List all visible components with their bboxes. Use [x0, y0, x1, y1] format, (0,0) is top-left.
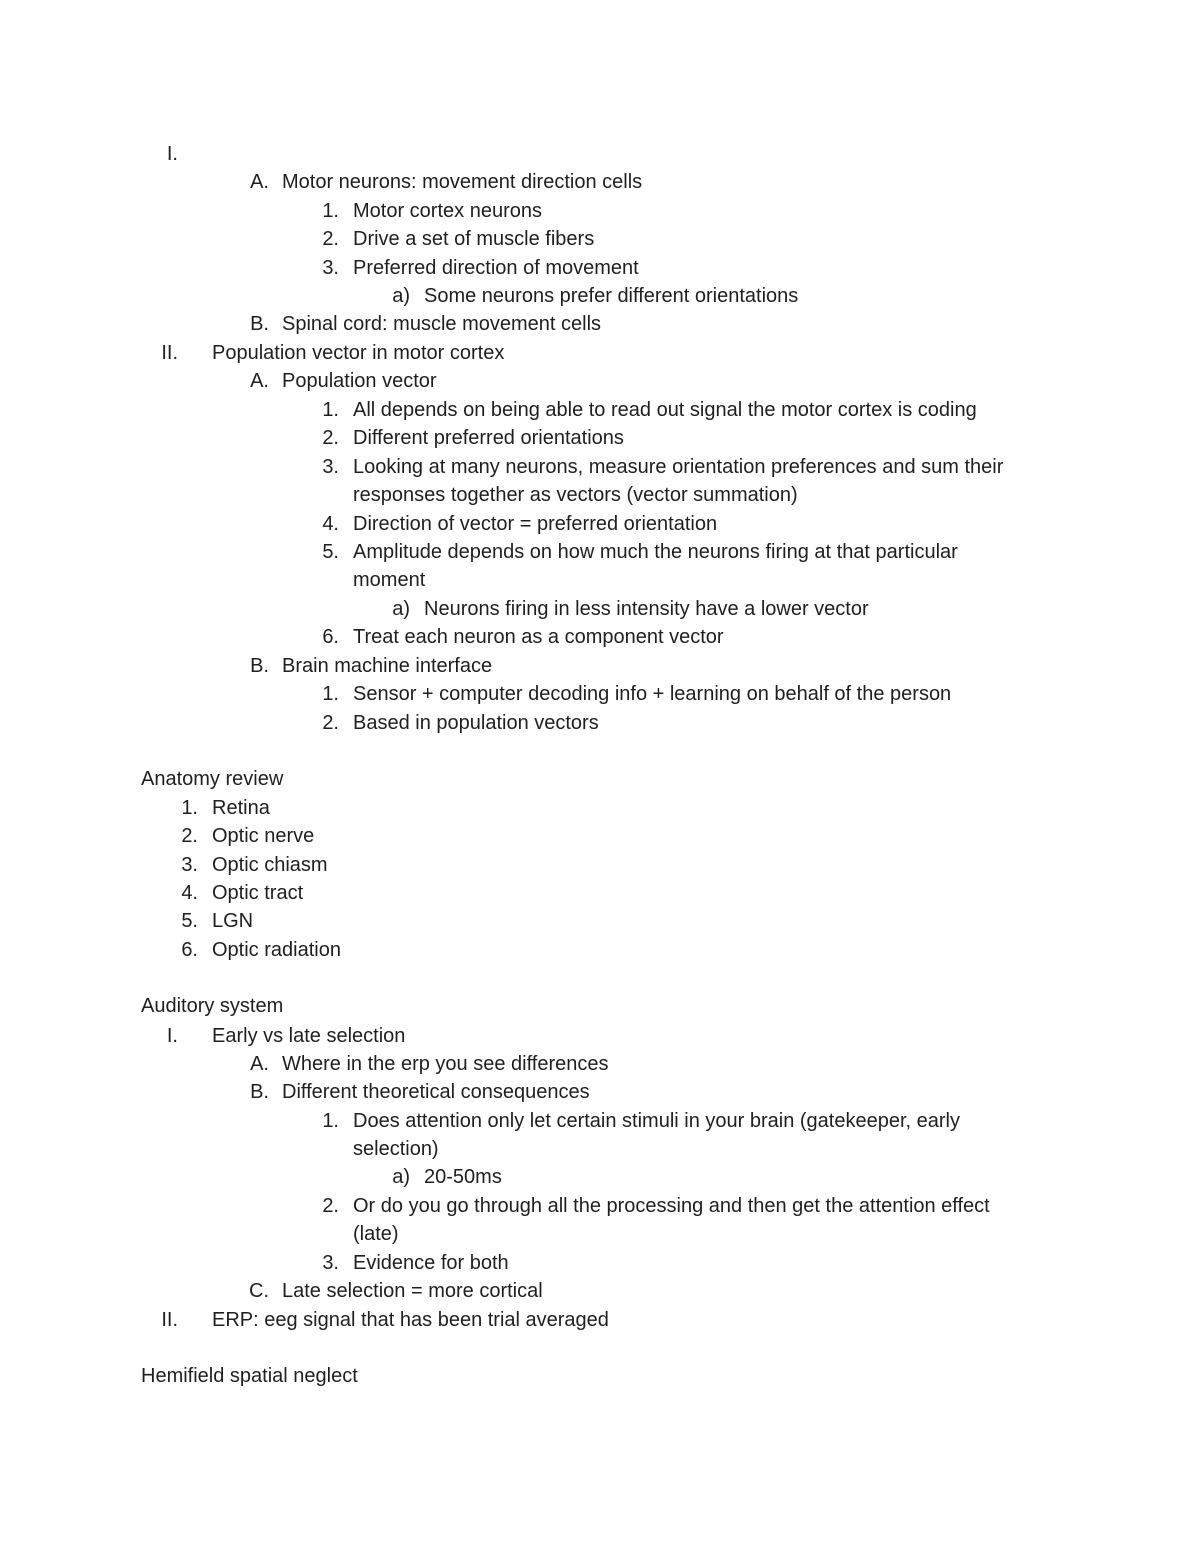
section-heading [0, 765, 1200, 793]
list-item-text: moment [353, 569, 426, 591]
list-marker: 1. [322, 399, 339, 421]
list-item-text: Preferred direction of movement [353, 257, 639, 279]
list-marker: 2. [322, 1195, 339, 1217]
list-marker: 2. [181, 825, 198, 847]
list-item-text: Drive a set of muscle fibers [353, 228, 595, 250]
list-item [0, 936, 1200, 964]
outline-item [0, 1277, 1200, 1305]
list-item-text: responses together as vectors (vector summation) [353, 484, 798, 506]
list-marker: II. [161, 342, 178, 364]
outline-item [0, 339, 1200, 367]
outline-item [0, 623, 1200, 651]
outline-item [0, 538, 1200, 566]
list-marker: 6. [181, 939, 198, 961]
list-item-text: Sensor + computer decoding info + learning on behalf of the person [353, 683, 952, 705]
list-marker: a) [392, 1166, 410, 1188]
list-marker: a) [392, 598, 410, 620]
outline-item [0, 1078, 1200, 1106]
outline-item [0, 1163, 1200, 1191]
list-item [0, 879, 1200, 907]
outline-item [0, 197, 1200, 225]
list-marker: a) [392, 285, 410, 307]
outline-item-continuation [0, 1220, 1200, 1248]
outline-item [0, 652, 1200, 680]
outline-item [0, 1050, 1200, 1078]
list-marker: 1. [322, 1110, 339, 1132]
outline-item [0, 254, 1200, 282]
outline-item [0, 510, 1200, 538]
list-item-text: Evidence for both [353, 1252, 509, 1274]
outline-item [0, 424, 1200, 452]
outline-item [0, 282, 1200, 310]
list-item-text: selection) [353, 1138, 439, 1160]
list-item [0, 851, 1200, 879]
list-marker: 3. [322, 1252, 339, 1274]
heading-text: Hemifield spatial neglect [141, 1365, 358, 1387]
list-marker: 2. [322, 712, 339, 734]
list-item-text: Optic chiasm [212, 854, 328, 876]
list-marker: 2. [322, 427, 339, 449]
list-item-text: Direction of vector = preferred orientation [353, 513, 718, 535]
list-item-text: Late selection = more cortical [282, 1280, 543, 1302]
list-item-text: Brain machine interface [282, 655, 493, 677]
list-item-text: Retina [212, 797, 270, 819]
list-item-text: Or do you go through all the processing and then get the attention effect [353, 1195, 990, 1217]
list-item-text: Different preferred orientations [353, 427, 624, 449]
list-marker: 1. [181, 797, 198, 819]
list-item-text: Motor neurons: movement direction cells [282, 171, 643, 193]
heading-text: Auditory system [141, 995, 284, 1017]
list-item-text: Early vs late selection [212, 1025, 406, 1047]
section-heading [0, 992, 1200, 1020]
list-marker: A. [250, 171, 269, 193]
list-item-text: Treat each neuron as a component vector [353, 626, 724, 648]
outline-item-continuation [0, 1135, 1200, 1163]
list-item-text: Looking at many neurons, measure orientation preferences and sum their [353, 456, 1004, 478]
list-item [0, 822, 1200, 850]
outline-item [0, 1107, 1200, 1135]
list-item-text: Neurons firing in less intensity have a lower vector [424, 598, 869, 620]
outline-item [0, 453, 1200, 481]
outline-item [0, 310, 1200, 338]
list-item-text: Optic radiation [212, 939, 341, 961]
list-item-text: LGN [212, 910, 254, 932]
list-marker: 3. [181, 854, 198, 876]
list-marker: II. [161, 1309, 178, 1331]
outline-item [0, 168, 1200, 196]
list-item-text: Population vector in motor cortex [212, 342, 505, 364]
outline-item-continuation [0, 566, 1200, 594]
list-marker: I. [166, 1025, 178, 1047]
list-marker: A. [250, 370, 269, 392]
list-marker: 6. [322, 626, 339, 648]
outline-item [0, 396, 1200, 424]
list-item-text: All depends on being able to read out signal the motor cortex is coding [353, 399, 977, 421]
section-heading [0, 1362, 1200, 1390]
list-marker: 4. [181, 882, 198, 904]
list-item-text: Optic nerve [212, 825, 315, 847]
list-marker: 2. [322, 228, 339, 250]
list-item-text: Population vector [282, 370, 437, 392]
list-item-text: ERP: eeg signal that has been trial averaged [212, 1309, 609, 1331]
outline-item [0, 367, 1200, 395]
list-marker: 5. [181, 910, 198, 932]
list-item-text: (late) [353, 1223, 399, 1245]
list-marker: 5. [322, 541, 339, 563]
outline-item [0, 140, 1200, 168]
outline-item [0, 1192, 1200, 1220]
list-item [0, 907, 1200, 935]
outline-item [0, 225, 1200, 253]
outline-item [0, 1022, 1200, 1050]
list-marker: B. [250, 1081, 269, 1103]
list-marker: B. [250, 655, 269, 677]
outline-item-continuation [0, 481, 1200, 509]
list-marker: 4. [322, 513, 339, 535]
list-item-text: Some neurons prefer different orientations [424, 285, 799, 307]
list-item-text: Where in the erp you see differences [282, 1053, 609, 1075]
list-item-text: 20-50ms [424, 1166, 502, 1188]
list-item-text: Does attention only let certain stimuli in your brain (gatekeeper, early [353, 1110, 960, 1132]
outline-item [0, 1306, 1200, 1334]
list-item-text: Based in population vectors [353, 712, 599, 734]
list-marker: 3. [322, 456, 339, 478]
outline-item [0, 1249, 1200, 1277]
list-marker: I. [166, 143, 178, 165]
list-item-text: Different theoretical consequences [282, 1081, 590, 1103]
outline-item [0, 595, 1200, 623]
list-marker: A. [250, 1053, 269, 1075]
list-marker: B. [250, 313, 269, 335]
list-marker: C. [249, 1280, 269, 1302]
list-item-text: Spinal cord: muscle movement cells [282, 313, 602, 335]
list-item [0, 794, 1200, 822]
list-marker: 3. [322, 257, 339, 279]
list-item-text: Motor cortex neurons [353, 200, 542, 222]
outline-item [0, 680, 1200, 708]
list-marker: 1. [322, 683, 339, 705]
list-marker: 1. [322, 200, 339, 222]
list-item-text: Optic tract [212, 882, 304, 904]
outline-item [0, 709, 1200, 737]
heading-text: Anatomy review [141, 768, 284, 790]
list-item-text: Amplitude depends on how much the neurons firing at that particular [353, 541, 958, 563]
